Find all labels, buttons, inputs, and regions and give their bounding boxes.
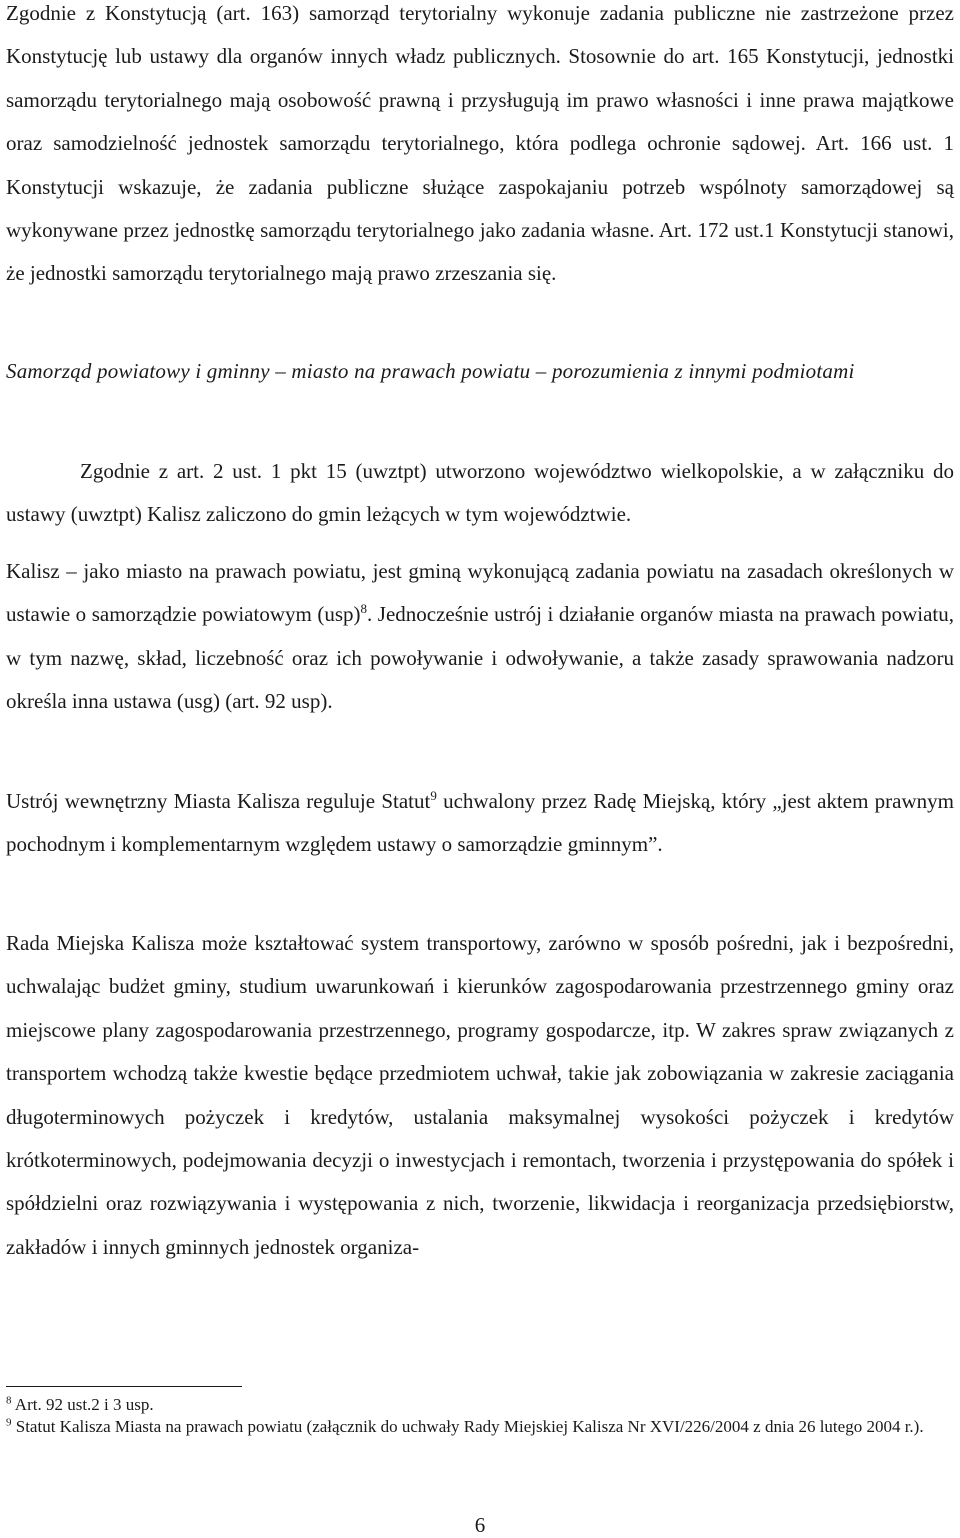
footnote-ref-9: 9 (430, 788, 437, 803)
footnote-separator (6, 1386, 242, 1387)
paragraph-kalisz-city-text-2: . Jednocześnie ustrój i działanie organów miasta na prawach powiatu, w tym nazwę, skład, liczebność oraz ich powoływanie i odwoływanie, a także zasady sprawowania nadzoru określa inna ustawa (usg) (art. 92 usp). (6, 602, 954, 714)
footnote-9 (6, 1416, 954, 1438)
footnotes (6, 1394, 954, 1438)
footnote-ref-8: 8 (360, 601, 368, 617)
footnote-number: 9 (6, 1416, 12, 1429)
section-heading: Samorząd powiatowy i gminny – miasto na prawach powiatu – porozumienia z innymi podmiotami (6, 359, 855, 383)
page-number: 6 (474, 1513, 486, 1537)
paragraph-kalisz-city-text-1: Kalisz – jako miasto na prawach powiatu, jest gminą wykonującą zadania powiatu na zasadach określonych w ustawie o samorządzie powiatowym (usp) (6, 559, 954, 627)
paragraph-statute-text-2: uchwalony przez Radę Miejską, który „jest aktem prawnym pochodnym i komplementarnym względem ustawy o samorządzie gminnym”. (6, 789, 954, 857)
paragraph-city-council: Rada Miejska Kalisza może kształtować system transportowy, zarówno w sposób pośredni, jak i bezpośredni, uchwalając budżet gminy, studium uwarunkowań i kierunków zagospodarowania przestrzennego gminy oraz miejscowe plany zagospodarowania przestrzennego, programy gospodarcze, itp. W zakres spraw związanych z transportem wchodzą także kwestie będące przedmiotem uchwał, takie jak zobowiązania w zakresie zaciągania długoterminowych pożyczek i kredytów, ustalania maksymalnej wysokości pożyczek i kredytów krótkoterminowych, podejmowania decyzji o inwestycjach i remontach, tworzenia i przystępowania do spółek i spółdzielni oraz rozwiązywania i występowania z nich, tworzenie, likwidacja i reorganizacja przedsiębiorstw, zakładów i innych gminnych jednostek organiza- (6, 931, 954, 1259)
paragraph-constitution: Zgodnie z Konstytucją (art. 163) samorząd terytorialny wykonuje zadania publiczne nie zastrzeżone przez Konstytucję lub ustawy dla organów innych władz publicznych. Stosownie do art. 165 Konstytucji, jednostki samorządu terytorialnego mają osobowość prawną i przysługują im prawo własności i inne prawa majątkowe oraz samodzielność jednostek samorządu terytorialnego, która podlega ochronie sądowej. Art. 166 ust. 1 Konstytucji wskazuje, że zadania publiczne służące zaspokajaniu potrzeb wspólnoty samorządowej są wykonywane przez jednostkę samorządu terytorialnego jako zadania własne. Art. 172 ust.1 Konstytucji stanowi, że jednostki samorządu terytorialnego mają prawo zrzeszania się. (6, 1, 954, 286)
paragraph-statute (6, 780, 954, 867)
paragraph-kalisz-city (6, 550, 954, 724)
footnote-8 (6, 1394, 954, 1416)
footnote-text: Art. 92 ust.2 i 3 usp. (11, 1395, 154, 1414)
paragraph-voivodeship: Zgodnie z art. 2 ust. 1 pkt 15 (uwztpt) utworzono województwo wielkopolskie, a w załączniku do ustawy (uwztpt) Kalisz zaliczono do gmin leżących w tym województwie. (6, 459, 954, 527)
footnote-text: Statut Kalisza Miasta na prawach powiatu (załącznik do uchwały Rady Miejskiej Kalisza Nr XVI/226/2004 z dnia 26 lutego 2004 r.). (11, 1417, 924, 1436)
paragraph-statute-text-1: Ustrój wewnętrzny Miasta Kalisza reguluje Statut (6, 789, 431, 813)
footnote-number: 8 (6, 1394, 12, 1407)
